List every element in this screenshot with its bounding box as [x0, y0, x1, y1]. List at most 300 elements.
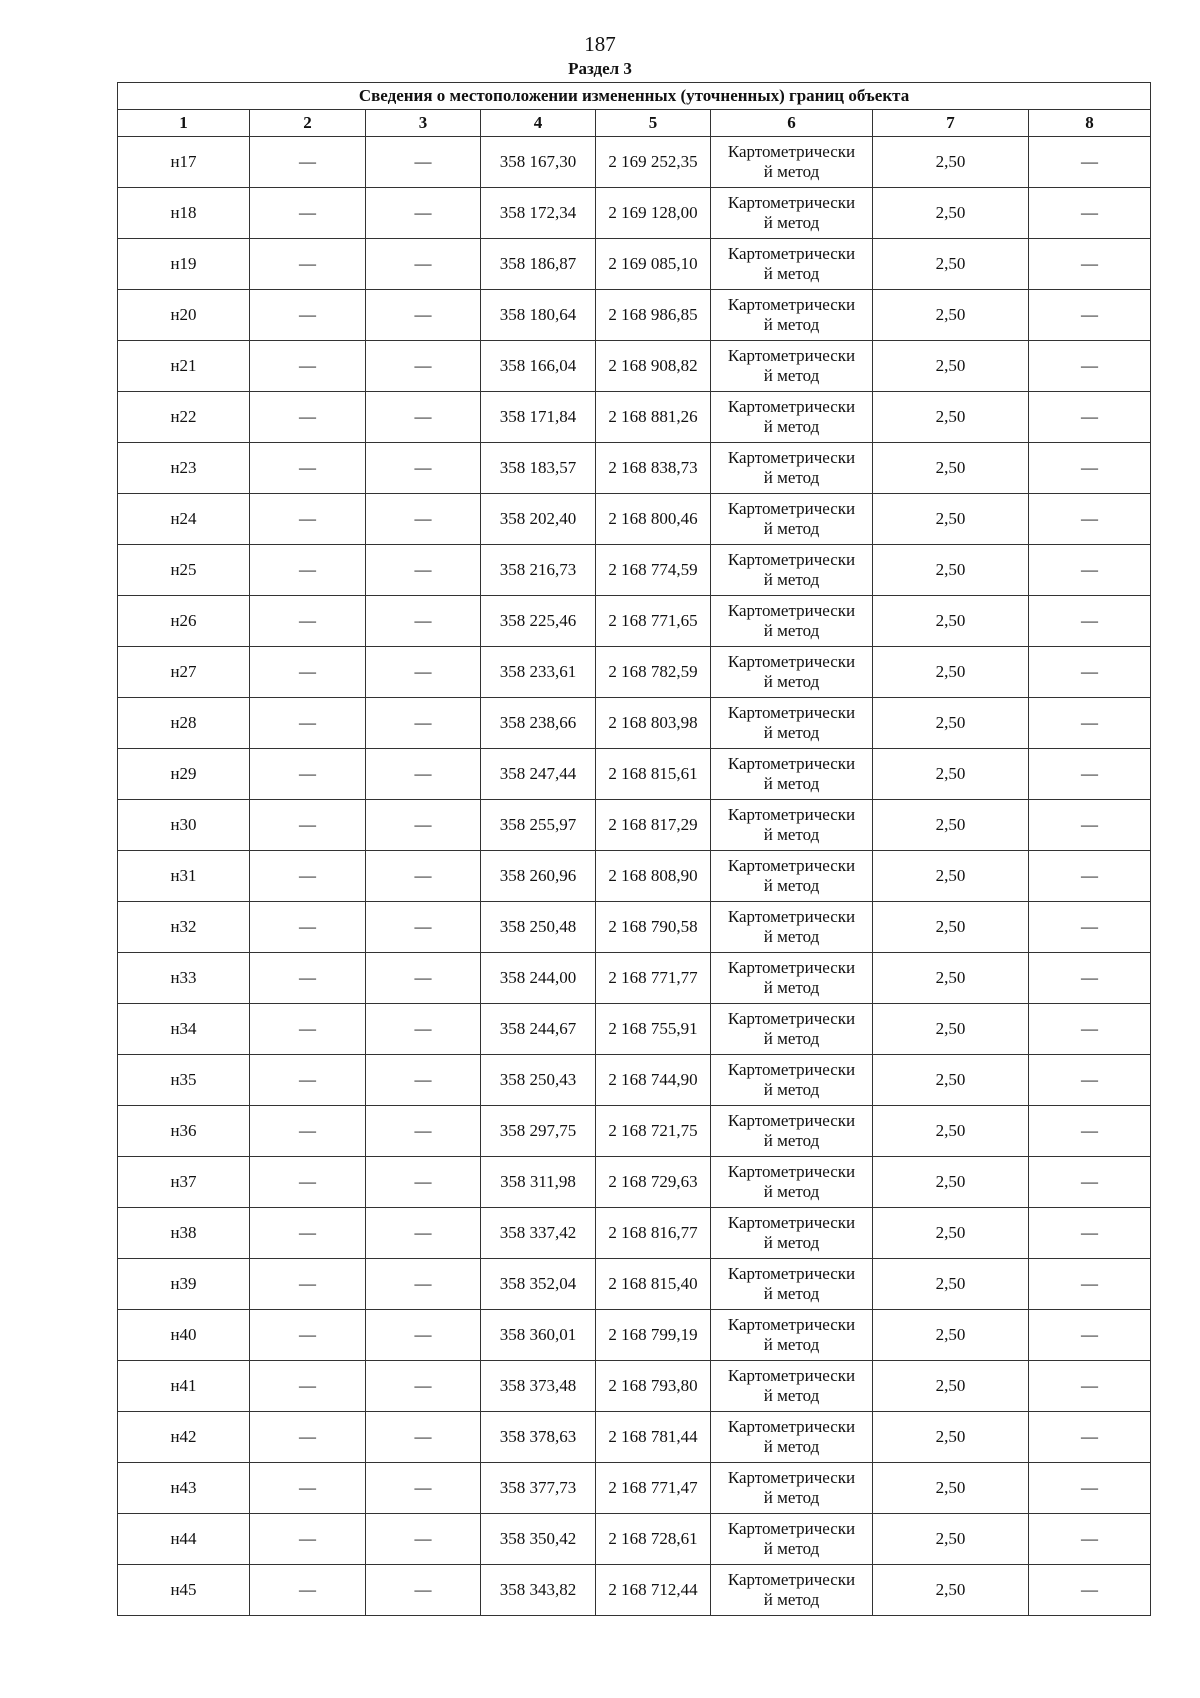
x-coordinate-cell: 358 250,43	[481, 1055, 596, 1106]
empty-dash-cell: —	[1029, 137, 1151, 188]
empty-dash-cell: —	[366, 698, 481, 749]
table-row	[118, 1157, 1151, 1208]
method-line-2: й метод	[763, 1029, 820, 1048]
table-row	[118, 647, 1151, 698]
table-caption-row	[118, 83, 1151, 110]
point-name-cell: н17	[118, 137, 250, 188]
table-row	[118, 137, 1151, 188]
table-row	[118, 1055, 1151, 1106]
method-line-2: й метод	[763, 774, 820, 793]
method-line-1: Картометрически	[727, 1315, 856, 1334]
y-coordinate-cell: 2 168 815,40	[596, 1259, 711, 1310]
empty-dash-cell: —	[366, 1565, 481, 1616]
accuracy-cell: 2,50	[873, 698, 1029, 749]
table-row	[118, 341, 1151, 392]
empty-dash-cell: —	[366, 902, 481, 953]
method-line-2: й метод	[763, 519, 820, 538]
empty-dash-cell: —	[250, 953, 366, 1004]
method-line-1: Картометрически	[727, 499, 856, 518]
method-line-1: Картометрически	[727, 1366, 856, 1385]
method-cell	[711, 851, 873, 902]
x-coordinate-cell: 358 183,57	[481, 443, 596, 494]
method-line-2: й метод	[763, 1233, 820, 1252]
column-number-2: 2	[250, 110, 366, 137]
method-cell	[711, 647, 873, 698]
point-name-cell: н42	[118, 1412, 250, 1463]
table-row	[118, 239, 1151, 290]
empty-dash-cell: —	[250, 239, 366, 290]
point-name-cell: н25	[118, 545, 250, 596]
empty-dash-cell: —	[366, 1106, 481, 1157]
empty-dash-cell: —	[366, 749, 481, 800]
accuracy-cell: 2,50	[873, 1565, 1029, 1616]
method-cell	[711, 902, 873, 953]
empty-dash-cell: —	[366, 1514, 481, 1565]
section-title: Раздел 3	[568, 59, 632, 78]
table-row	[118, 1463, 1151, 1514]
empty-dash-cell: —	[366, 290, 481, 341]
y-coordinate-cell: 2 168 712,44	[596, 1565, 711, 1616]
method-line-1: Картометрически	[727, 1264, 856, 1283]
method-line-2: й метод	[763, 1590, 820, 1609]
empty-dash-cell: —	[1029, 596, 1151, 647]
accuracy-cell: 2,50	[873, 749, 1029, 800]
empty-dash-cell: —	[366, 1310, 481, 1361]
point-name-cell: н30	[118, 800, 250, 851]
point-name-cell: н33	[118, 953, 250, 1004]
point-name-cell: н23	[118, 443, 250, 494]
accuracy-cell: 2,50	[873, 443, 1029, 494]
accuracy-cell: 2,50	[873, 953, 1029, 1004]
x-coordinate-cell: 358 360,01	[481, 1310, 596, 1361]
point-name-cell: н45	[118, 1565, 250, 1616]
column-number-5: 5	[596, 110, 711, 137]
empty-dash-cell: —	[250, 443, 366, 494]
point-name-cell: н43	[118, 1463, 250, 1514]
point-name-cell: н27	[118, 647, 250, 698]
y-coordinate-cell: 2 168 799,19	[596, 1310, 711, 1361]
y-coordinate-cell: 2 169 252,35	[596, 137, 711, 188]
empty-dash-cell: —	[1029, 1157, 1151, 1208]
empty-dash-cell: —	[366, 545, 481, 596]
y-coordinate-cell: 2 168 793,80	[596, 1361, 711, 1412]
column-number-8: 8	[1029, 110, 1151, 137]
empty-dash-cell: —	[250, 851, 366, 902]
empty-dash-cell: —	[1029, 647, 1151, 698]
accuracy-cell: 2,50	[873, 290, 1029, 341]
empty-dash-cell: —	[250, 341, 366, 392]
method-cell	[711, 392, 873, 443]
y-coordinate-cell: 2 168 908,82	[596, 341, 711, 392]
x-coordinate-cell: 358 171,84	[481, 392, 596, 443]
accuracy-cell: 2,50	[873, 188, 1029, 239]
empty-dash-cell: —	[1029, 1310, 1151, 1361]
method-cell	[711, 953, 873, 1004]
empty-dash-cell: —	[1029, 545, 1151, 596]
accuracy-cell: 2,50	[873, 800, 1029, 851]
method-line-2: й метод	[763, 315, 820, 334]
empty-dash-cell: —	[366, 188, 481, 239]
method-line-2: й метод	[763, 1488, 820, 1507]
x-coordinate-cell: 358 350,42	[481, 1514, 596, 1565]
point-name-cell: н18	[118, 188, 250, 239]
empty-dash-cell: —	[1029, 341, 1151, 392]
empty-dash-cell: —	[1029, 1055, 1151, 1106]
method-line-2: й метод	[763, 1335, 820, 1354]
method-cell	[711, 443, 873, 494]
empty-dash-cell: —	[366, 800, 481, 851]
empty-dash-cell: —	[250, 1106, 366, 1157]
accuracy-cell: 2,50	[873, 851, 1029, 902]
table-row	[118, 1208, 1151, 1259]
empty-dash-cell: —	[366, 1259, 481, 1310]
point-name-cell: н29	[118, 749, 250, 800]
method-cell	[711, 1412, 873, 1463]
table-row	[118, 1004, 1151, 1055]
table-row	[118, 188, 1151, 239]
method-line-1: Картометрически	[727, 1009, 856, 1028]
accuracy-cell: 2,50	[873, 545, 1029, 596]
point-name-cell: н19	[118, 239, 250, 290]
accuracy-cell: 2,50	[873, 1157, 1029, 1208]
empty-dash-cell: —	[1029, 953, 1151, 1004]
empty-dash-cell: —	[1029, 698, 1151, 749]
table-row	[118, 545, 1151, 596]
x-coordinate-cell: 358 186,87	[481, 239, 596, 290]
point-name-cell: н28	[118, 698, 250, 749]
empty-dash-cell: —	[250, 545, 366, 596]
table-row	[118, 1412, 1151, 1463]
empty-dash-cell: —	[250, 1514, 366, 1565]
method-cell	[711, 1310, 873, 1361]
empty-dash-cell: —	[366, 137, 481, 188]
method-cell	[711, 698, 873, 749]
empty-dash-cell: —	[250, 290, 366, 341]
column-number-row	[118, 110, 1151, 137]
table-body	[118, 137, 1151, 1616]
x-coordinate-cell: 358 352,04	[481, 1259, 596, 1310]
table-row	[118, 443, 1151, 494]
method-cell	[711, 1055, 873, 1106]
empty-dash-cell: —	[1029, 1514, 1151, 1565]
x-coordinate-cell: 358 244,00	[481, 953, 596, 1004]
method-line-2: й метод	[763, 162, 820, 181]
boundary-coordinates-table	[117, 82, 1151, 1616]
point-name-cell: н38	[118, 1208, 250, 1259]
method-line-2: й метод	[763, 1539, 820, 1558]
y-coordinate-cell: 2 168 771,65	[596, 596, 711, 647]
table-row	[118, 392, 1151, 443]
method-line-2: й метод	[763, 1284, 820, 1303]
table-row	[118, 1310, 1151, 1361]
accuracy-cell: 2,50	[873, 1055, 1029, 1106]
accuracy-cell: 2,50	[873, 137, 1029, 188]
y-coordinate-cell: 2 168 781,44	[596, 1412, 711, 1463]
empty-dash-cell: —	[250, 188, 366, 239]
table-row	[118, 851, 1151, 902]
method-cell	[711, 188, 873, 239]
y-coordinate-cell: 2 168 803,98	[596, 698, 711, 749]
y-coordinate-cell: 2 168 808,90	[596, 851, 711, 902]
method-cell	[711, 341, 873, 392]
method-line-1: Картометрически	[727, 1213, 856, 1232]
empty-dash-cell: —	[250, 1055, 366, 1106]
point-name-cell: н37	[118, 1157, 250, 1208]
method-cell	[711, 137, 873, 188]
method-line-2: й метод	[763, 264, 820, 283]
point-name-cell: н22	[118, 392, 250, 443]
empty-dash-cell: —	[1029, 1004, 1151, 1055]
empty-dash-cell: —	[366, 1055, 481, 1106]
accuracy-cell: 2,50	[873, 1004, 1029, 1055]
point-name-cell: н41	[118, 1361, 250, 1412]
empty-dash-cell: —	[250, 1310, 366, 1361]
table-row	[118, 1259, 1151, 1310]
method-cell	[711, 1208, 873, 1259]
method-cell	[711, 545, 873, 596]
x-coordinate-cell: 358 343,82	[481, 1565, 596, 1616]
column-number-4: 4	[481, 110, 596, 137]
method-line-1: Картометрически	[727, 1162, 856, 1181]
method-line-1: Картометрически	[727, 346, 856, 365]
y-coordinate-cell: 2 168 774,59	[596, 545, 711, 596]
method-line-2: й метод	[763, 417, 820, 436]
method-line-2: й метод	[763, 876, 820, 895]
method-line-2: й метод	[763, 366, 820, 385]
accuracy-cell: 2,50	[873, 1463, 1029, 1514]
table-row	[118, 800, 1151, 851]
empty-dash-cell: —	[250, 1208, 366, 1259]
empty-dash-cell: —	[366, 1361, 481, 1412]
y-coordinate-cell: 2 168 744,90	[596, 1055, 711, 1106]
empty-dash-cell: —	[366, 1208, 481, 1259]
table-row	[118, 698, 1151, 749]
table-row	[118, 290, 1151, 341]
method-line-1: Картометрически	[727, 652, 856, 671]
method-cell	[711, 1463, 873, 1514]
method-line-1: Картометрически	[727, 142, 856, 161]
method-line-1: Картометрически	[727, 1417, 856, 1436]
x-coordinate-cell: 358 216,73	[481, 545, 596, 596]
method-line-1: Картометрически	[727, 805, 856, 824]
y-coordinate-cell: 2 168 771,47	[596, 1463, 711, 1514]
point-name-cell: н34	[118, 1004, 250, 1055]
empty-dash-cell: —	[250, 1004, 366, 1055]
empty-dash-cell: —	[250, 749, 366, 800]
empty-dash-cell: —	[250, 1259, 366, 1310]
accuracy-cell: 2,50	[873, 1310, 1029, 1361]
x-coordinate-cell: 358 297,75	[481, 1106, 596, 1157]
x-coordinate-cell: 358 166,04	[481, 341, 596, 392]
empty-dash-cell: —	[366, 647, 481, 698]
empty-dash-cell: —	[1029, 851, 1151, 902]
y-coordinate-cell: 2 168 815,61	[596, 749, 711, 800]
method-line-1: Картометрически	[727, 856, 856, 875]
empty-dash-cell: —	[1029, 1565, 1151, 1616]
empty-dash-cell: —	[250, 596, 366, 647]
table-row	[118, 1514, 1151, 1565]
method-line-1: Картометрически	[727, 1468, 856, 1487]
empty-dash-cell: —	[1029, 1208, 1151, 1259]
method-cell	[711, 1004, 873, 1055]
empty-dash-cell: —	[1029, 1106, 1151, 1157]
table-row	[118, 902, 1151, 953]
empty-dash-cell: —	[250, 494, 366, 545]
empty-dash-cell: —	[250, 698, 366, 749]
table-row	[118, 749, 1151, 800]
method-line-2: й метод	[763, 1080, 820, 1099]
empty-dash-cell: —	[366, 443, 481, 494]
table-row	[118, 1565, 1151, 1616]
empty-dash-cell: —	[1029, 1259, 1151, 1310]
method-line-2: й метод	[763, 570, 820, 589]
method-line-2: й метод	[763, 825, 820, 844]
empty-dash-cell: —	[250, 647, 366, 698]
x-coordinate-cell: 358 377,73	[481, 1463, 596, 1514]
point-name-cell: н44	[118, 1514, 250, 1565]
method-cell	[711, 1361, 873, 1412]
empty-dash-cell: —	[1029, 749, 1151, 800]
accuracy-cell: 2,50	[873, 494, 1029, 545]
empty-dash-cell: —	[366, 596, 481, 647]
empty-dash-cell: —	[250, 392, 366, 443]
method-line-1: Картометрически	[727, 193, 856, 212]
y-coordinate-cell: 2 168 817,29	[596, 800, 711, 851]
accuracy-cell: 2,50	[873, 596, 1029, 647]
method-cell	[711, 1259, 873, 1310]
method-line-1: Картометрически	[727, 907, 856, 926]
method-line-1: Картометрически	[727, 448, 856, 467]
method-line-1: Картометрически	[727, 1570, 856, 1589]
method-line-1: Картометрически	[727, 1519, 856, 1538]
table-row	[118, 494, 1151, 545]
empty-dash-cell: —	[250, 1565, 366, 1616]
method-line-1: Картометрически	[727, 1111, 856, 1130]
y-coordinate-cell: 2 168 800,46	[596, 494, 711, 545]
method-cell	[711, 749, 873, 800]
point-name-cell: н31	[118, 851, 250, 902]
y-coordinate-cell: 2 168 986,85	[596, 290, 711, 341]
method-cell	[711, 494, 873, 545]
x-coordinate-cell: 358 378,63	[481, 1412, 596, 1463]
accuracy-cell: 2,50	[873, 902, 1029, 953]
table-caption: Сведения о местоположении измененных (уточненных) границ объекта	[118, 83, 1151, 110]
column-number-6: 6	[711, 110, 873, 137]
empty-dash-cell: —	[250, 902, 366, 953]
method-cell	[711, 1514, 873, 1565]
empty-dash-cell: —	[1029, 1361, 1151, 1412]
x-coordinate-cell: 358 373,48	[481, 1361, 596, 1412]
empty-dash-cell: —	[1029, 800, 1151, 851]
x-coordinate-cell: 358 255,97	[481, 800, 596, 851]
x-coordinate-cell: 358 260,96	[481, 851, 596, 902]
table-row	[118, 953, 1151, 1004]
empty-dash-cell: —	[366, 494, 481, 545]
empty-dash-cell: —	[1029, 1463, 1151, 1514]
accuracy-cell: 2,50	[873, 1361, 1029, 1412]
method-line-2: й метод	[763, 978, 820, 997]
method-line-2: й метод	[763, 621, 820, 640]
point-name-cell: н24	[118, 494, 250, 545]
method-line-2: й метод	[763, 723, 820, 742]
method-line-1: Картометрически	[727, 601, 856, 620]
empty-dash-cell: —	[366, 1004, 481, 1055]
y-coordinate-cell: 2 168 881,26	[596, 392, 711, 443]
method-line-2: й метод	[763, 1182, 820, 1201]
x-coordinate-cell: 358 167,30	[481, 137, 596, 188]
point-name-cell: н39	[118, 1259, 250, 1310]
empty-dash-cell: —	[366, 341, 481, 392]
y-coordinate-cell: 2 168 816,77	[596, 1208, 711, 1259]
method-line-2: й метод	[763, 927, 820, 946]
point-name-cell: н21	[118, 341, 250, 392]
empty-dash-cell: —	[1029, 902, 1151, 953]
table-row	[118, 596, 1151, 647]
y-coordinate-cell: 2 168 729,63	[596, 1157, 711, 1208]
accuracy-cell: 2,50	[873, 341, 1029, 392]
x-coordinate-cell: 358 250,48	[481, 902, 596, 953]
method-line-2: й метод	[763, 1131, 820, 1150]
method-line-1: Картометрически	[727, 550, 856, 569]
accuracy-cell: 2,50	[873, 239, 1029, 290]
empty-dash-cell: —	[366, 1463, 481, 1514]
point-name-cell: н26	[118, 596, 250, 647]
accuracy-cell: 2,50	[873, 1259, 1029, 1310]
y-coordinate-cell: 2 169 128,00	[596, 188, 711, 239]
table-row	[118, 1361, 1151, 1412]
empty-dash-cell: —	[366, 1157, 481, 1208]
accuracy-cell: 2,50	[873, 1208, 1029, 1259]
point-name-cell: н40	[118, 1310, 250, 1361]
table-row	[118, 1106, 1151, 1157]
empty-dash-cell: —	[250, 137, 366, 188]
empty-dash-cell: —	[1029, 494, 1151, 545]
method-line-1: Картометрически	[727, 754, 856, 773]
empty-dash-cell: —	[250, 1361, 366, 1412]
method-cell	[711, 1565, 873, 1616]
method-line-2: й метод	[763, 1437, 820, 1456]
method-cell	[711, 239, 873, 290]
method-line-1: Картометрически	[727, 295, 856, 314]
empty-dash-cell: —	[366, 239, 481, 290]
accuracy-cell: 2,50	[873, 392, 1029, 443]
column-number-7: 7	[873, 110, 1029, 137]
x-coordinate-cell: 358 244,67	[481, 1004, 596, 1055]
method-line-2: й метод	[763, 1386, 820, 1405]
point-name-cell: н35	[118, 1055, 250, 1106]
accuracy-cell: 2,50	[873, 647, 1029, 698]
method-line-1: Картометрически	[727, 397, 856, 416]
x-coordinate-cell: 358 180,64	[481, 290, 596, 341]
empty-dash-cell: —	[1029, 392, 1151, 443]
method-line-2: й метод	[763, 213, 820, 232]
x-coordinate-cell: 358 233,61	[481, 647, 596, 698]
empty-dash-cell: —	[250, 1463, 366, 1514]
x-coordinate-cell: 358 225,46	[481, 596, 596, 647]
x-coordinate-cell: 358 172,34	[481, 188, 596, 239]
y-coordinate-cell: 2 168 782,59	[596, 647, 711, 698]
method-line-1: Картометрически	[727, 244, 856, 263]
empty-dash-cell: —	[366, 851, 481, 902]
empty-dash-cell: —	[250, 800, 366, 851]
y-coordinate-cell: 2 168 838,73	[596, 443, 711, 494]
point-name-cell: н36	[118, 1106, 250, 1157]
empty-dash-cell: —	[250, 1157, 366, 1208]
point-name-cell: н20	[118, 290, 250, 341]
method-cell	[711, 1106, 873, 1157]
x-coordinate-cell: 358 238,66	[481, 698, 596, 749]
empty-dash-cell: —	[1029, 188, 1151, 239]
